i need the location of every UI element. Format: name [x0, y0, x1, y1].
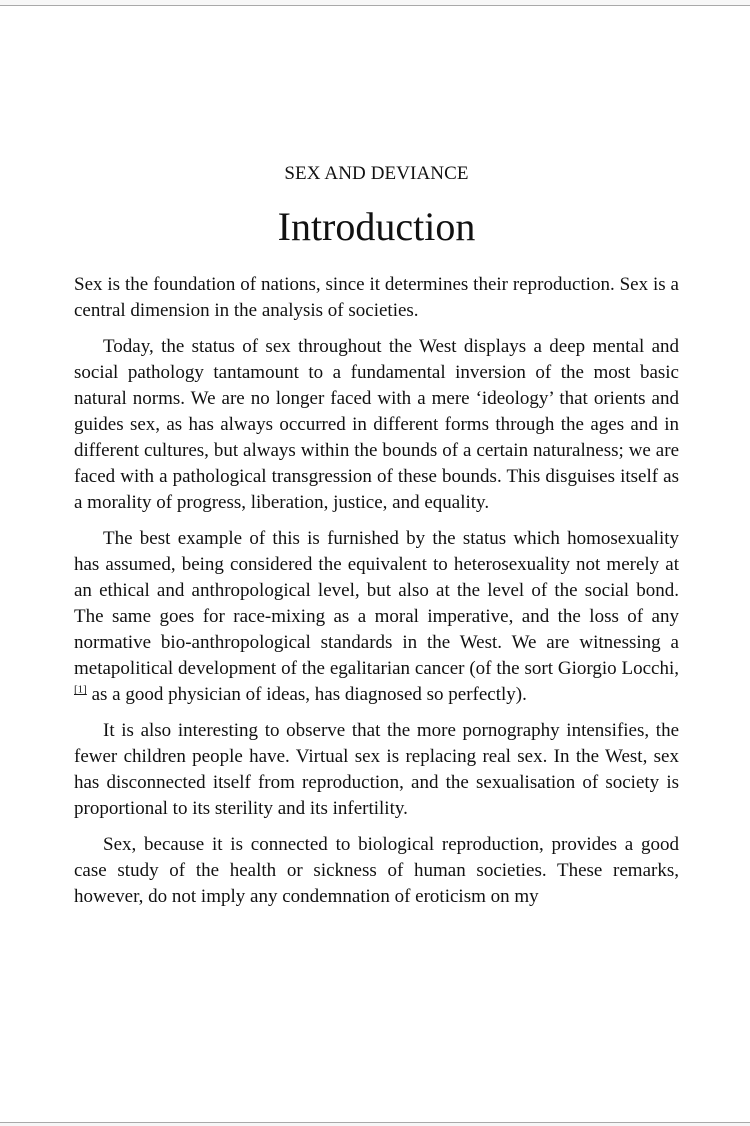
paragraph-4: It is also interesting to observe that the more pornography intensifies, the fewer children people have. Virtual sex is replacing real sex. In the West, sex has disconnected itself from reproduction, and the sexualisation of society is proportional to its sterility and its infertility. [74, 720, 679, 819]
footnote-link-1[interactable]: [1] [74, 683, 87, 696]
chapter-running-header: SEX AND DEVIANCE [284, 163, 469, 184]
paragraph-3-text-before: The best example of this is furnished by the status which homosexuality has assumed, being considered the equivalent to heterosexuality not merely at an ethical and anthropological level, but also at the level of the social bond. The same goes for race-mixing as a moral imperative, and the loss of any normative bio-anthropological standards in the West. We are witnessing a metapolitical development of the egalitarian cancer (of the sort Giorgio Locchi, [74, 528, 679, 679]
viewer-bottom-edge [0, 1122, 750, 1126]
paragraph-3-text-after: as a good physician of ideas, has diagnosed so perfectly). [86, 684, 527, 705]
chapter-title: Introduction [277, 204, 476, 249]
paragraph-2: Today, the status of sex throughout the West displays a deep mental and social pathology tantamount to a fundamental inversion of the most basic natural norms. We are no longer faced with a mere ‘ideology’ that orients and guides sex, as has always occurred in different forms through the ages and in different cultures, but always within the bounds of a certain naturalness; we are faced with a pathological transgression of these bounds. This disguises itself as a morality of progress, liberation, justice, and equality. [74, 336, 679, 513]
book-page [74, 160, 679, 920]
paragraph-1: Sex is the foundation of nations, since it determines their reproduction. Sex is a central dimension in the analysis of societies. [74, 274, 679, 321]
paragraph-5: Sex, because it is connected to biological reproduction, provides a good case study of the health or sickness of human societies. These remarks, however, do not imply any condemnation of eroticism on my [74, 834, 679, 907]
viewer-top-edge [0, 0, 750, 6]
paragraph-3 [74, 526, 679, 708]
